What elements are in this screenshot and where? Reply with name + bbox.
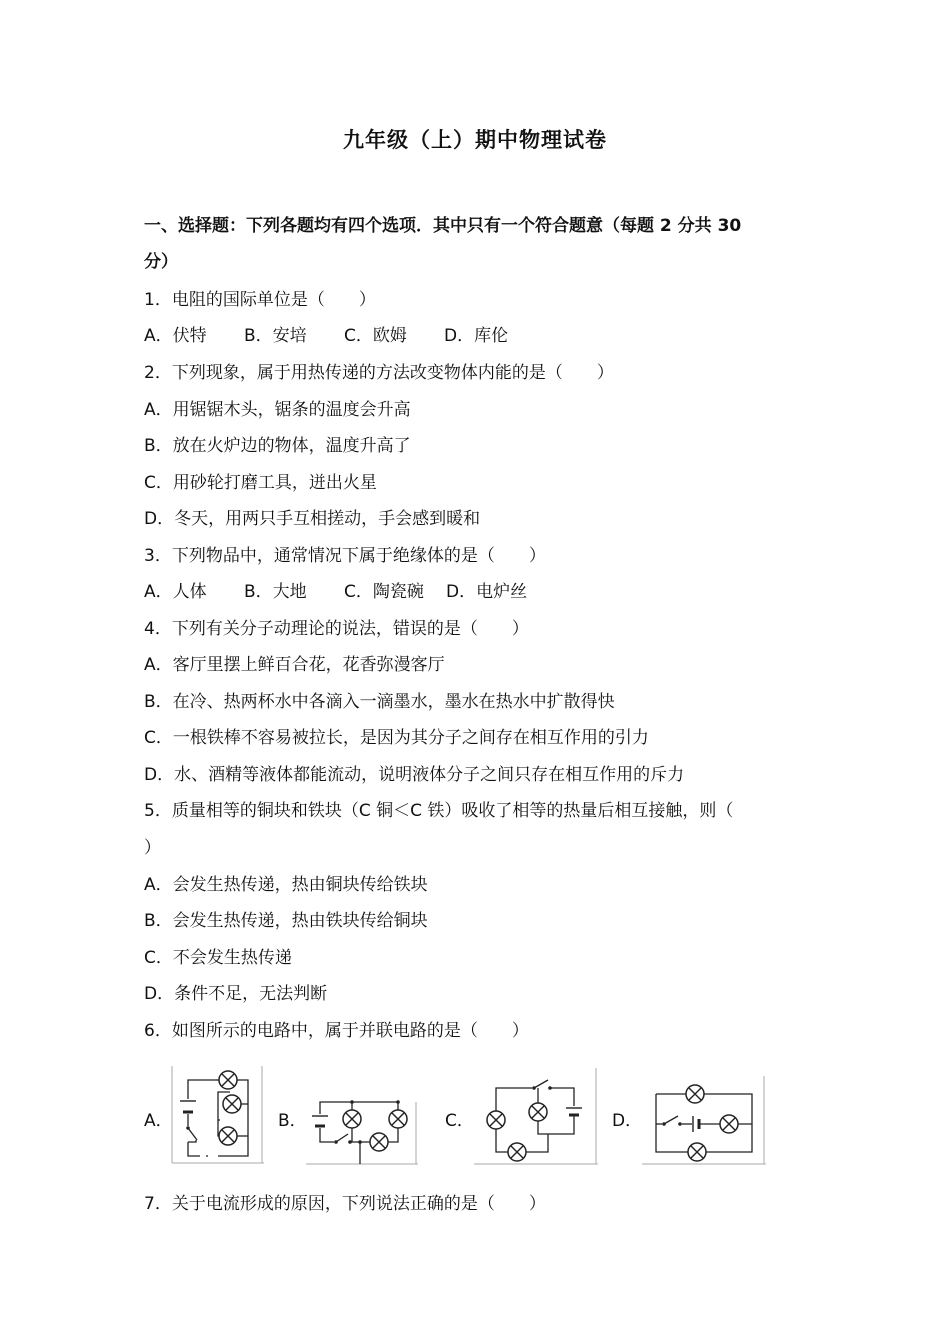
question-7-stem: 7．关于电流形成的原因，下列说法正确的是（ ） <box>144 1194 546 1214</box>
question-4-option-b: B．在冷、热两杯水中各滴入一滴墨水，墨水在热水中扩散得快 <box>144 692 615 712</box>
question-4-option-c: C．一根铁棒不容易被拉长，是因为其分子之间存在相互作用的引力 <box>144 728 649 748</box>
bulb-icon <box>720 1115 738 1133</box>
question-5-option-b: B．会发生热传递，热由铁块传给铜块 <box>144 911 428 931</box>
bulb-icon <box>389 1110 407 1128</box>
bulb-icon <box>686 1085 704 1103</box>
section-heading-line2: 分） <box>144 252 178 272</box>
bulb-icon <box>219 1071 237 1089</box>
bulb-icon <box>688 1143 706 1161</box>
question-5-stem-line2: ） <box>144 838 161 858</box>
section-heading <box>144 208 814 280</box>
bulb-icon <box>343 1110 361 1128</box>
question-2-stem: 2．下列现象，属于用热传递的方法改变物体内能的是（ ） <box>144 363 614 383</box>
bulb-icon <box>223 1095 241 1113</box>
question-3-options <box>144 580 527 604</box>
figure-label-a: A． <box>144 1111 173 1131</box>
circuit-diagram-b <box>306 1082 420 1166</box>
figure-label-c: C． <box>445 1111 474 1131</box>
question-5-option-a: A．会发生热传递，热由铜块传给铁块 <box>144 875 428 895</box>
question-5-stem-line1: 5．质量相等的铜块和铁块（C 铜＜C 铁）吸收了相等的热量后相互接触，则（ <box>144 801 734 821</box>
bulb-icon <box>370 1133 388 1151</box>
bulb-icon <box>529 1103 547 1121</box>
question-2-option-b: B．放在火炉边的物体，温度升高了 <box>144 436 411 456</box>
question-6-stem: 6．如图所示的电路中，属于并联电路的是（ ） <box>144 1021 529 1041</box>
question-2-option-d: D．冬天，用两只手互相搓动，手会感到暖和 <box>144 509 481 529</box>
question-1-stem: 1．电阻的国际单位是（ ） <box>144 290 376 310</box>
question-3-option-b: B．大地 <box>244 582 307 602</box>
circuit-diagram-d <box>642 1076 768 1166</box>
figure-label-b: B． <box>278 1111 307 1131</box>
question-1-option-d: D．库伦 <box>444 326 509 346</box>
circuit-diagram-c <box>474 1068 600 1166</box>
question-3-option-a: A．人体 <box>144 582 207 602</box>
question-3-option-d: D．电炉丝 <box>446 582 528 602</box>
question-2-option-c: C．用砂轮打磨工具，迸出火星 <box>144 473 377 493</box>
question-1-options <box>144 324 508 348</box>
question-4-stem: 4．下列有关分子动理论的说法，错误的是（ ） <box>144 619 529 639</box>
bulb-icon <box>508 1143 526 1161</box>
question-4-option-d: D．水、酒精等液体都能流动，说明液体分子之间只存在相互作用的斥力 <box>144 765 685 785</box>
page-title: 九年级（上）期中物理试卷 <box>343 128 607 152</box>
question-5-option-c: C．不会发生热传递 <box>144 948 292 968</box>
question-5-option-d: D．条件不足，无法判断 <box>144 984 328 1004</box>
figure-label-d: D． <box>612 1111 643 1131</box>
question-1-option-b: B．安培 <box>244 326 307 346</box>
question-2-option-a: A．用锯锯木头，锯条的温度会升高 <box>144 400 411 420</box>
question-3-option-c: C．陶瓷碗 <box>344 582 424 602</box>
section-heading-line1: 一、选择题：下列各题均有四个选项．其中只有一个符合题意（每题 2 分共 30 <box>144 216 742 236</box>
question-3-stem: 3．下列物品中，通常情况下属于绝缘体的是（ ） <box>144 546 546 566</box>
bulb-icon <box>487 1111 505 1129</box>
question-4-option-a: A．客厅里摆上鲜百合花，花香弥漫客厅 <box>144 655 445 675</box>
question-1-option-a: A．伏特 <box>144 326 207 346</box>
bulb-icon <box>219 1127 237 1145</box>
circuit-diagram-a <box>172 1066 266 1164</box>
question-1-option-c: C．欧姆 <box>344 326 407 346</box>
